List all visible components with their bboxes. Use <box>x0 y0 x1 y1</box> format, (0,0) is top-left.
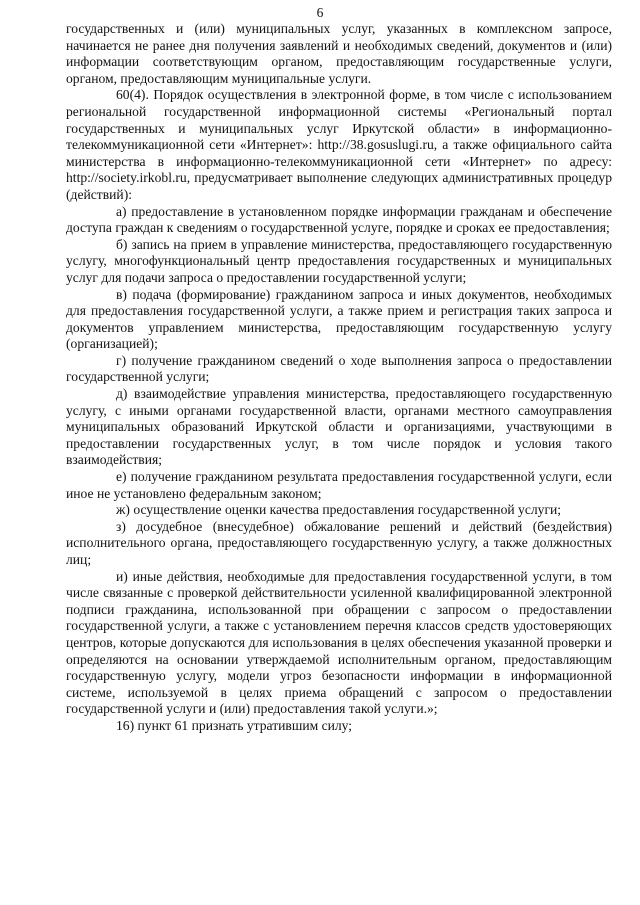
paragraph: в) подача (формирование) гражданином запроса и иных документов, необходимых для предоставления государственной услуги, а также прием и регистрация таких запроса и документов управлением министерства, предоставляющим государственную услугу (организацией); <box>66 286 612 352</box>
paragraph: б) запись на прием в управление министерства, предоставляющего государственную услугу, многофункциональный центр предоставления государственных и муниципальных услуг для подачи запроса о предоставлении государственной услуги; <box>66 236 612 285</box>
paragraph: г) получение гражданином сведений о ходе выполнения запроса о предоставлении государственной услуги; <box>66 352 612 385</box>
page-number: 6 <box>316 5 324 20</box>
paragraph: з) досудебное (внесудебное) обжалование решений и действий (бездействия) исполнительного органа, предоставляющего государственную услугу, а также должностных лиц; <box>66 518 612 567</box>
paragraph: государственных и (или) муниципальных услуг, указанных в комплексном запросе, начинается не ранее дня получения заявлений и необходимых сведений, документов и (или) информации соответствующим органом, предоставляющим государственные услуги, органом, предоставляющим муниципальные услуги. <box>66 21 612 86</box>
paragraph: 60(4). Порядок осуществления в электронной форме, в том числе с использованием региональной государственной информационной системы «Региональный портал государственных и муниципальных услуг Иркутской области» в информационно-телекоммуникационной сети «Интернет»: http://38.gosuslugi.ru, а также официального сайта министерства в информационно-телекоммуникационной сети «Интернет» по адресу: http://society.irkobl.ru, предусматривает выполнение следующих административных процедур (действий): <box>66 87 612 202</box>
paragraph: 16) пункт 61 признать утратившим силу; <box>116 717 353 733</box>
paragraph: ж) осуществление оценки качества предоставления государственной услуги; <box>116 502 562 518</box>
paragraph: и) иные действия, необходимые для предоставления государственной услуги, в том числе связанные с проверкой действительности усиленной квалифицированной электронной подписи гражданина, использованной при обращении с запросом о предоставлении государственной услуги, а также с установлением перечня классов средств удостоверяющих центров, которые допускаются для использования в целях обеспечения указанной проверки и определяются на основании утверждаемой исполнительным органом, предоставляющим государственную услугу, модели угроз безопасности информации в информационной системе, используемой в целях приема обращений с запросом о предоставлении государственной услуги и (или) предоставления такой услуги.»; <box>66 568 612 717</box>
paragraph: д) взаимодействие управления министерства, предоставляющего государственную услугу, с иными органами государственной власти, органами местного самоуправления муниципальных образований Иркутской области и организациями, участвующими в предоставлении государственных услуг, в том числе порядок и условия такого взаимодействия; <box>66 386 612 468</box>
document-body <box>66 21 612 735</box>
paragraph: е) получение гражданином результата предоставления государственной услуги, если иное не установлено федеральным законом; <box>66 469 612 501</box>
paragraph: а) предоставление в установленном порядке информации гражданам и обеспечение доступа граждан к сведениям о государственной услуге, порядке и сроках ее предоставления; <box>66 203 612 236</box>
